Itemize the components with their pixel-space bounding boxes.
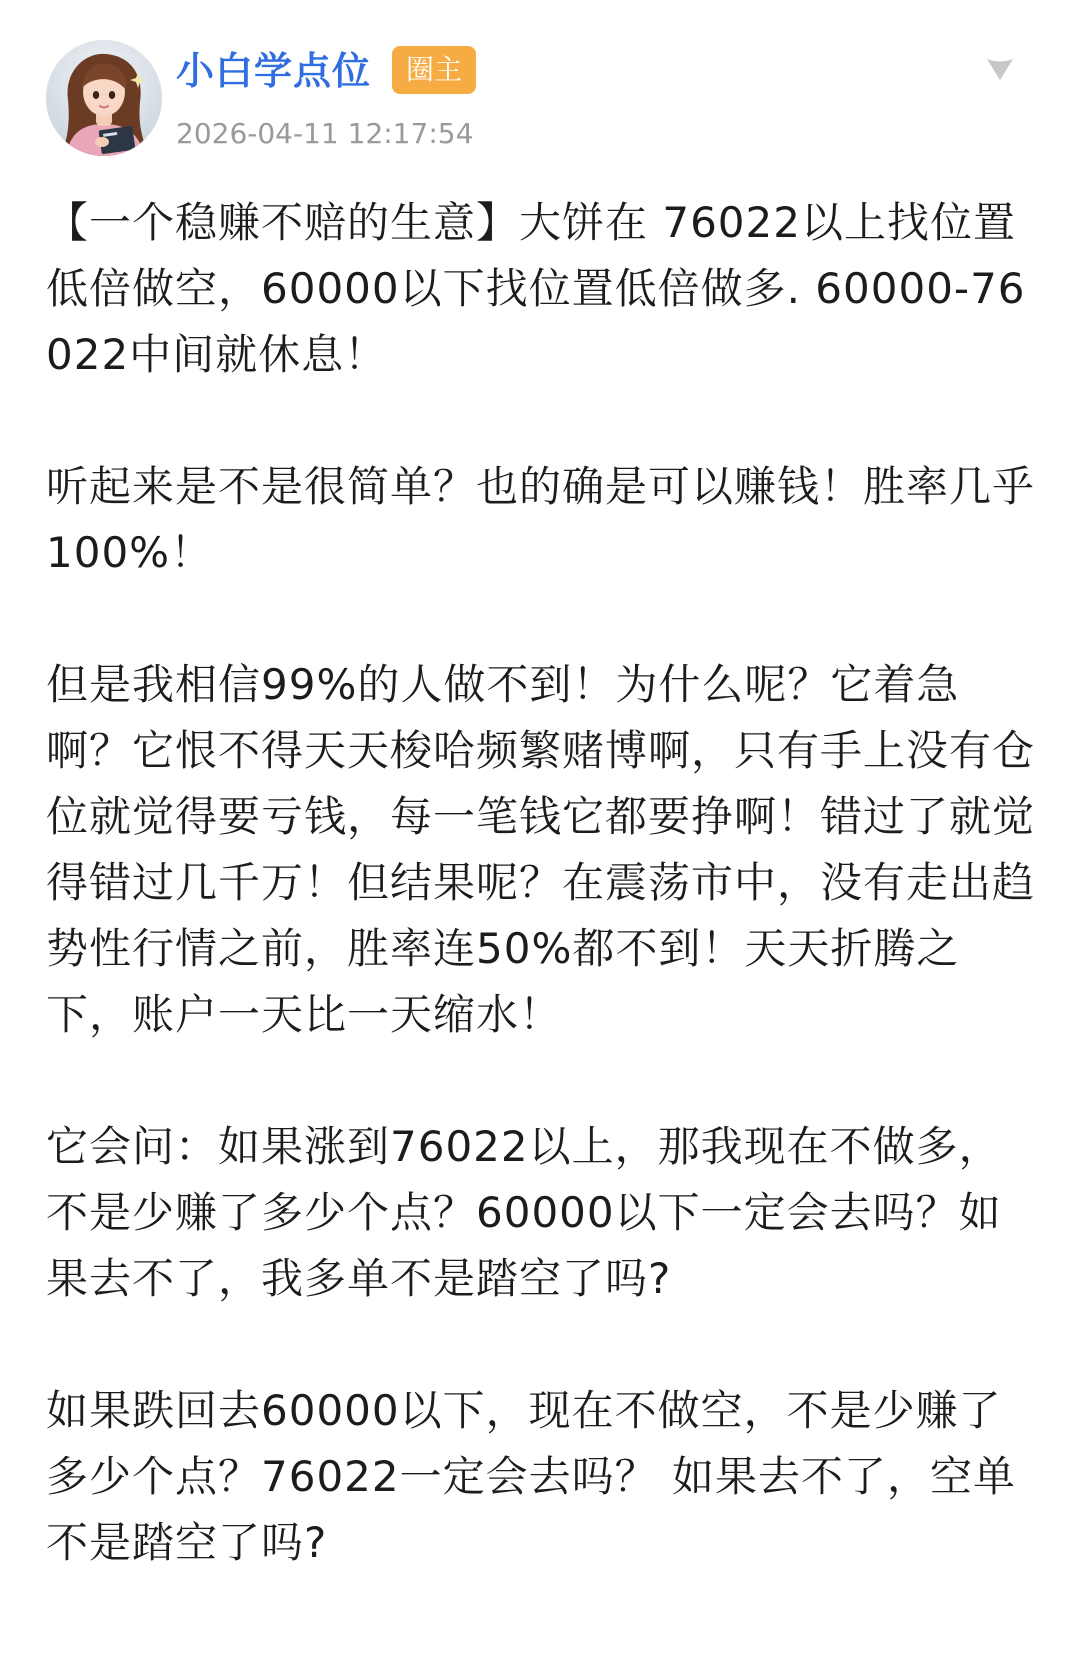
post-timestamp: 2026-04-11 12:17:54 bbox=[176, 117, 474, 150]
post-paragraph-4: 它会问：如果涨到76022以上，那我现在不做多，不是少赚了多少个点？60000以下一定会去吗？如果去不了，我多单不是踏空了吗? bbox=[46, 1122, 1002, 1303]
author-name[interactable]: 小白学点位 bbox=[176, 49, 372, 93]
owner-badge: 圈主 bbox=[392, 46, 476, 94]
chevron-down-icon[interactable] bbox=[984, 54, 1016, 82]
post-paragraph-3: 但是我相信99%的人做不到！为什么呢？它着急啊？它恨不得天天梭哈频繁赌博啊，只有手上没有仓位就觉得要亏钱，每一笔钱它都要挣啊！错过了就觉得错过几千万！但结果呢？在震荡市中，没有走出趋势性行情之前，胜率连50%都不到！天天折腾之下，账户一天比一天缩水！ bbox=[46, 660, 1036, 1039]
post-paragraph-5: 如果跌回去60000以下，现在不做空，不是少赚了多少个点？76022一定会去吗？ 如果去不了，空单不是踏空了吗? bbox=[46, 1386, 1016, 1567]
post-paragraph-1: 【一个稳赚不赔的生意】大饼在 76022以上找位置低倍做空，60000以下找位置低倍做多. 60000-76022中间就休息！ bbox=[46, 198, 1026, 379]
post-header bbox=[46, 40, 1036, 160]
author-avatar[interactable] bbox=[46, 40, 162, 156]
post-body bbox=[46, 190, 1036, 1576]
post-paragraph-2: 听起来是不是很简单？也的确是可以赚钱！胜率几乎100%！ bbox=[46, 462, 1036, 577]
avatar-woman-reading-icon bbox=[46, 40, 162, 156]
